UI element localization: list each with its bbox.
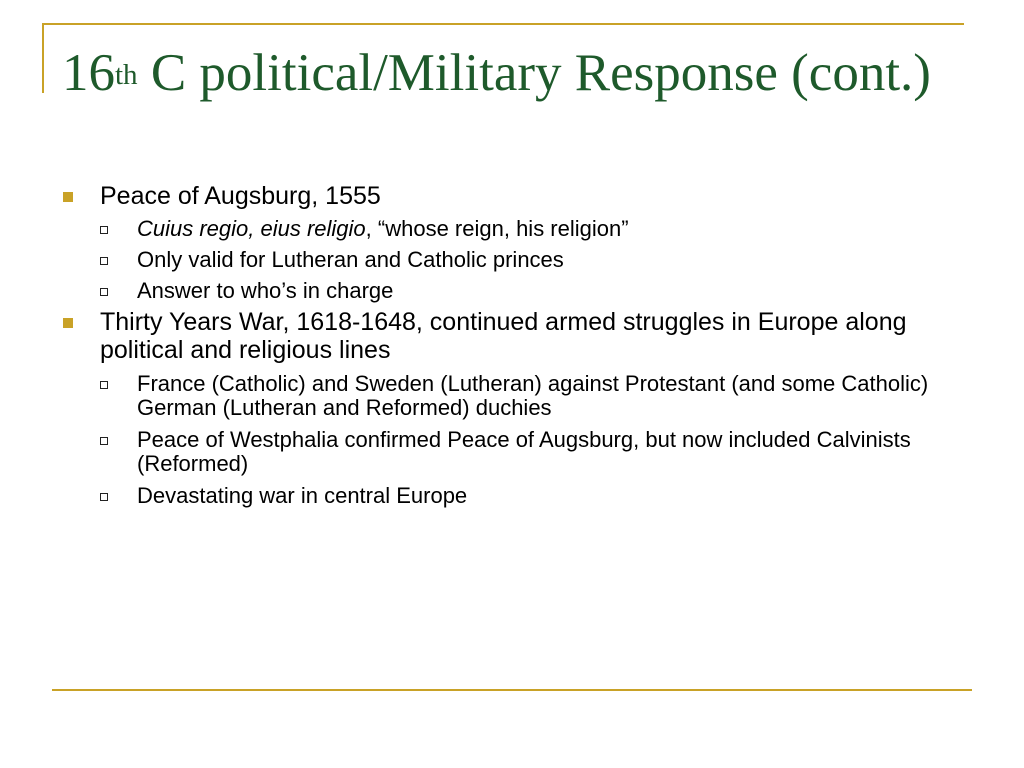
latin-phrase: Cuius regio, eius religio	[137, 216, 366, 241]
hollow-square-bullet-icon	[100, 381, 108, 389]
sub-bullet-text: Only valid for Lutheran and Catholic princes	[137, 247, 564, 272]
square-bullet-icon	[63, 192, 73, 202]
bullet-peace-of-augsburg	[60, 182, 960, 210]
sub-bullet-only-valid	[60, 248, 960, 272]
title-prefix: 16	[62, 44, 115, 102]
sub-bullet-cuius-regio	[60, 217, 960, 241]
bullet-thirty-years-war	[60, 308, 960, 364]
sub-bullet-text: , “whose reign, his religion”	[365, 216, 629, 241]
hollow-square-bullet-icon	[100, 437, 108, 445]
sub-bullet-text: Peace of Westphalia confirmed Peace of Augsburg, but now included Calvinists (Reformed)	[137, 427, 911, 476]
sub-bullet-answer	[60, 279, 960, 303]
sub-bullet-france-sweden	[60, 372, 960, 420]
sub-bullet-devastating	[60, 484, 960, 508]
sub-bullet-text: Devastating war in central Europe	[137, 483, 468, 508]
bottom-rule	[52, 689, 972, 691]
square-bullet-icon	[63, 318, 73, 328]
bullet-text: Peace of Augsburg, 1555	[100, 182, 381, 210]
slide-title	[62, 42, 982, 104]
title-superscript: th	[115, 59, 138, 91]
title-rest: C political/Military Response (cont.)	[137, 44, 931, 102]
top-rule	[42, 23, 964, 25]
sub-bullet-text: France (Catholic) and Sweden (Lutheran) against Protestant (and some Catholic) German (Lutheran and Reformed) duchies	[137, 371, 929, 420]
hollow-square-bullet-icon	[100, 226, 108, 234]
left-rule	[42, 23, 44, 93]
bullet-text: Thirty Years War, 1618-1648, continued armed struggles in Europe along political and religious lines	[100, 308, 907, 364]
sub-bullet-text: Answer to who’s in charge	[137, 278, 394, 303]
hollow-square-bullet-icon	[100, 257, 108, 265]
hollow-square-bullet-icon	[100, 493, 108, 501]
hollow-square-bullet-icon	[100, 288, 108, 296]
slide-body	[60, 182, 960, 508]
sub-bullet-westphalia	[60, 428, 960, 476]
